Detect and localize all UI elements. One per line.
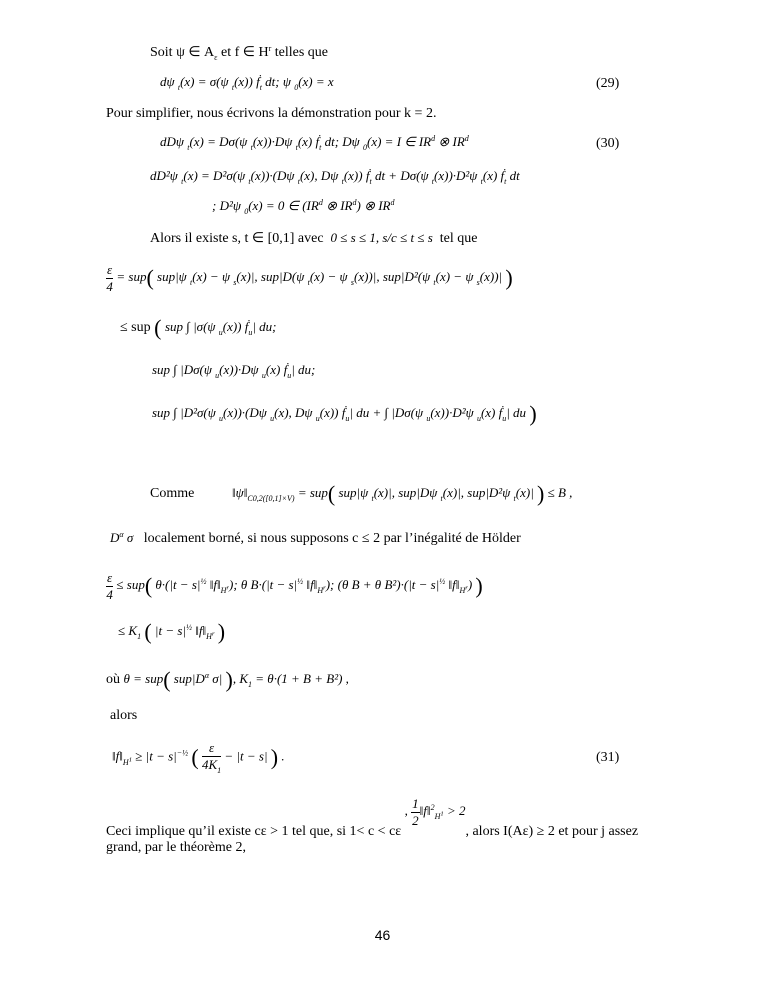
equation-29-number: (29) <box>596 76 620 91</box>
k1-bound-line: ≤ $K_1$ ( $|t - s|^{\frac{1}{2}}$ $‖f‖_{H^r}$ ) <box>118 619 226 644</box>
bound-2: sup ∫ |Dσ(ψ $_u$(x))·Dψ $_u$(x) ḟ$_u$| du; <box>152 362 316 380</box>
le-sup-line: ≤ sup ( sup ∫ |σ(ψ $_u$(x)) ḟ$_u$| du; <box>120 315 277 340</box>
theta-definition: où θ = sup( $sup|D^\alpha$ σ| ), $K_1 = \theta\cdot(1 + B + B^2)$ , <box>106 667 349 692</box>
ceci-line: Ceci implique qu’il existe cε > 1 tel que, si 1< c < cε , $\frac{1}{2}$ ‖f‖$^2_{H^1}$ > 2, alors I(Aε) ≥ 2 et pour j assez <box>106 796 639 840</box>
page-number: 46 <box>374 927 391 943</box>
equation-30b-line2: ; D²ψ $_0$(x) = 0 ∈ ($IR^d$ ⊗ $IR^d$) ⊗ $IR^d$ <box>212 198 395 216</box>
alors-label: alors <box>110 708 138 723</box>
epsilon-holder-line: $\frac{\varepsilon}{4}$ ≤ sup( $\theta\cdot(|t - s|^{\frac{1}{2}}$ $‖f‖_{H^r}$); θ $B\cdot(|t - s|^{\frac{1}{2}}$ $‖f‖_{H^r}$); (θ B + θ $B^2)\cdot(|t - s|^{\frac{1}{2}}$ $‖f‖_{H^r}$) ) <box>106 570 483 602</box>
equation-30b-line1: dD²ψ $_t$(x) = D²σ(ψ $_t$(x))·(Dψ $_t$(x), Dψ $_t$(x)) ḟ$_t$ dt + Dσ(ψ $_t$(x))·D²ψ $_t$(x) ḟ$_t$ dt <box>150 168 520 186</box>
intro-text: Soit ψ ∈ $A_\varepsilon$ et f ∈ $H^r$ telles que <box>150 44 329 62</box>
comme-label: Comme <box>150 486 195 501</box>
comme-equation: $‖\psi‖_{C0,2([0,1]\times V)} = sup$( sup|ψ $_t$(x)|, sup|Dψ $_t$(x)|, sup|D²ψ $_t$(x)| ) ≤ B , <box>232 481 573 506</box>
epsilon-sup-line: $\frac{\varepsilon}{4}$ = sup( sup|ψ $_t$(x) − ψ $_s$(x)|, sup|D(ψ $_t$(x) − ψ $_s$(x))|, sup|D²(ψ $_t$(x) − ψ $_s$(x))| ) <box>106 262 513 294</box>
equation-30: dDψ $_t$(x) = Dσ(ψ $_t$(x))·Dψ $_t$(x) ḟ$_t$ dt; Dψ $_0$(x) = I ∈ $IR^d$ ⊗ $IR^d$ <box>160 134 469 152</box>
equation-31-number: (31) <box>596 750 620 765</box>
equation-31: $‖f‖_{H^1} \ge |t - s|^{-\frac{1}{2}}$ ( $\frac{\varepsilon}{4K_1}$ − |t − s| ) . <box>112 740 285 775</box>
simplify-text: Pour simplifier, nous écrivons la démonstration pour k = 2. <box>106 106 437 121</box>
equation-30-number: (30) <box>596 136 620 151</box>
holder-line: $D^\alpha$ σ localement borné, si nous supposons c ≤ 2 par l’inégalité de Hölder <box>110 530 521 546</box>
bound-3: sup ∫ |D²σ(ψ $_u$(x))·(Dψ $_u$(x), Dψ $_u$(x)) ḟ$_u$| du + ∫ |Dσ(ψ $_u$(x))·D²ψ $_u$(x) ḟ$_u$| du ) <box>152 401 537 426</box>
ceci-line-2: grand, par le théorème 2, <box>106 840 246 855</box>
alors-exists-line: Alors il existe s, t ∈ [0,1] avec 0 ≤ s ≤ 1, s/c ≤ t ≤ s tel que <box>150 230 478 246</box>
equation-29: dψ $_t$(x) = σ(ψ $_t$(x)) ḟ$_t$ dt; ψ $_0$(x) = x <box>160 74 334 92</box>
